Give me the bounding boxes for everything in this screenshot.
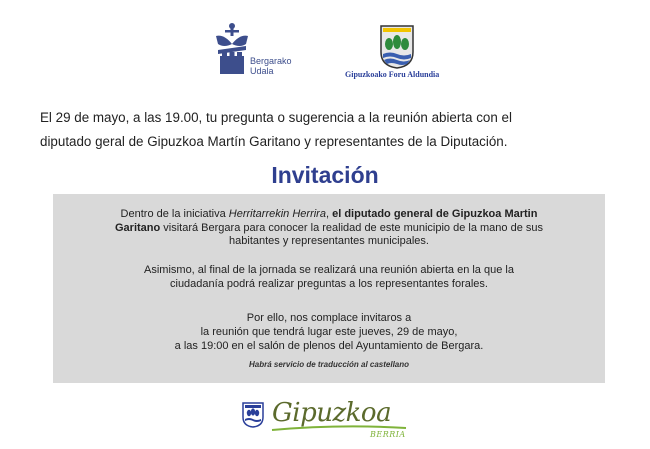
p1-text-b: , <box>325 208 333 220</box>
gipuzkoa-small-shield-icon <box>242 402 264 428</box>
intro-text <box>40 106 620 154</box>
gipuzkoa-berria-logo <box>242 400 412 440</box>
invitation-paragraph-3-line-2: la reunión que tendrá lugar este jueves, 29 de mayo, <box>200 326 458 338</box>
gipuzkoa-foru-aldundia-logo <box>345 24 455 84</box>
footer-sub-text: BERRIA <box>370 430 406 439</box>
invitation-box <box>53 194 605 383</box>
bergara-emblem-icon <box>214 22 250 78</box>
invitation-title: Invitación <box>271 162 379 188</box>
invitation-paragraph-3-line-3: a las 19:00 en el salón de plenos del Ayuntamiento de Bergara. <box>174 340 484 352</box>
bergara-logo-line1: Bergarako <box>250 56 292 66</box>
intro-line-2: diputado geral de Gipuzkoa Martín Garitano y representantes de la Diputación. <box>40 134 508 149</box>
p1-deputy-name: el diputado general de Gipuzkoa Martin Garitano <box>114 208 538 234</box>
invitation-paragraph-3-line-1: Por ello, nos complace invitaros a <box>246 312 412 324</box>
p1-text-a: Dentro de la iniciativa <box>120 208 229 220</box>
bergara-logo-line2: Udala <box>250 66 274 76</box>
invitation-paragraph-1 <box>53 208 605 249</box>
gipuzkoa-shield-icon <box>345 24 455 70</box>
p1-text-c: visitará Bergara para conocer la realidad de este municipio de la mano de sus habitantes y representantes municipales. <box>160 221 543 248</box>
invitation-paragraph-2: Asimismo, al final de la jornada se realizará una reunión abierta en la que la ciudadanía podrá realizar preguntas a los representantes forales. <box>144 264 514 290</box>
p1-initiative-name: Herritarrekin Herrira <box>228 208 326 220</box>
bergarako-udala-logo <box>214 22 314 82</box>
gipuzkoa-logo-label: Gipuzkoako Foru Aldundia <box>345 70 440 79</box>
footer-brand-text: Gipuzkoa <box>272 398 392 428</box>
translation-note: Habrá servicio de traducción al castellano <box>248 360 410 369</box>
intro-line-1: El 29 de mayo, a las 19.00, tu pregunta o sugerencia a la reunión abierta con el <box>40 110 512 125</box>
